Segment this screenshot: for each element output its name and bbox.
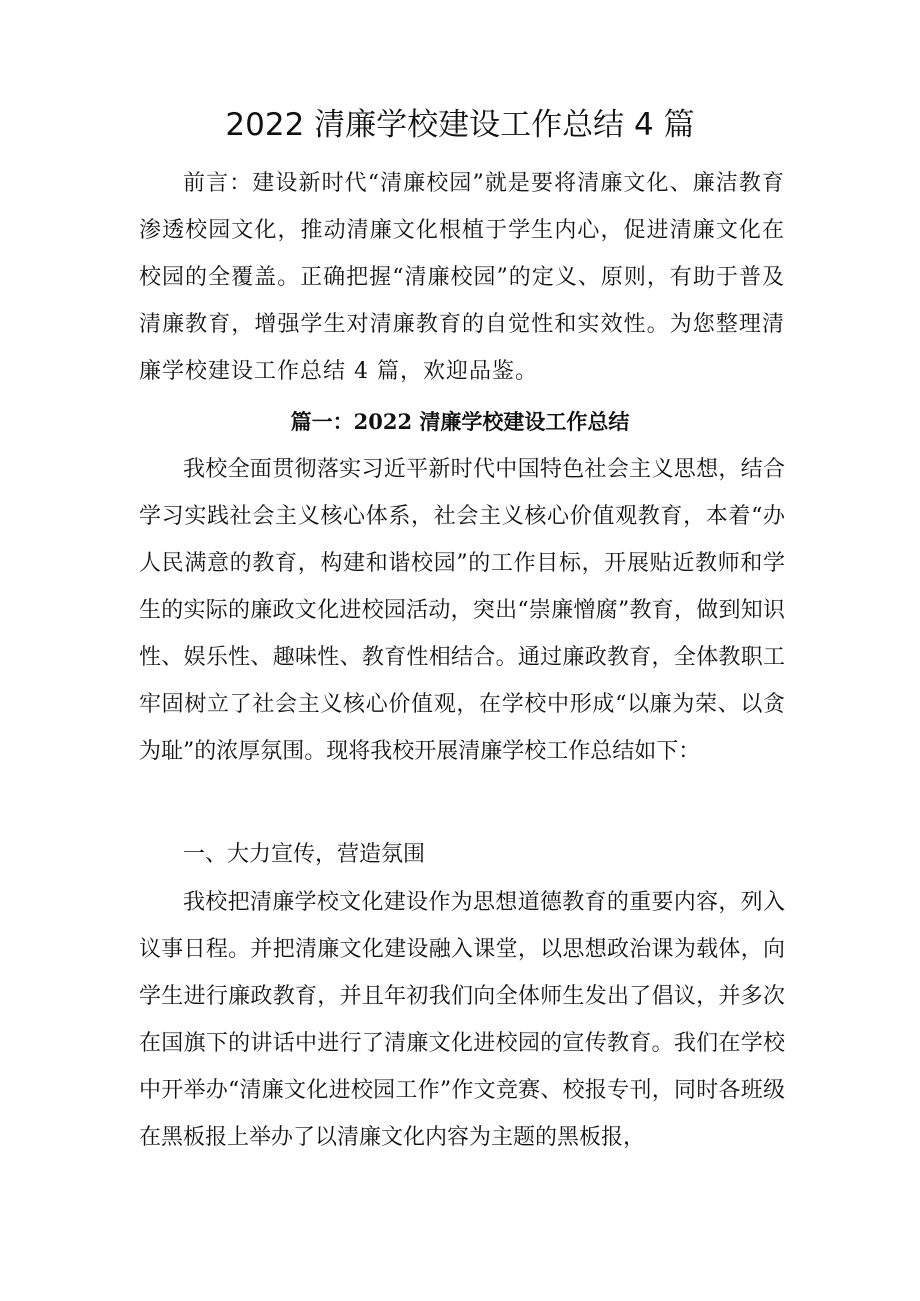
body-paragraph-1: 我校全面贯彻落实习近平新时代中国特色社会主义思想，结合学习实践社会主义核心体系，社会主义核心价值观教育，本着“办人民满意的教育，构建和谐校园”的工作目标，开展贴近教师和学生的实际的廉政文化进校园活动，突出“崇廉憎腐”教育，做到知识性、娱乐性、趣味性、教育性相结合。通过廉政教育，全体教职工牢固树立了社会主义核心价值观，在学校中形成“以廉为荣、以贪为耻”的浓厚氛围。现将我校开展清廉学校工作总结如下： — [139, 457, 785, 764]
body-paragraph-2: 我校把清廉学校文化建设作为思想道德教育的重要内容，列入议事日程。并把清廉文化建设融入课堂，以思想政治课为载体，向学生进行廉政教育，并且年初我们向全体师生发出了倡议，并多次在国旗下的讲话中进行了清廉文化进校园的宣传教育。我们在学校中开举办“清廉文化进校园工作”作文竞赛、校报专刊，同时各班级在黑板报上举办了以清廉文化内容为主题的黑板报， — [139, 890, 785, 1150]
section-heading: 篇一：2022 清廉学校建设工作总结 — [290, 409, 630, 434]
preface-paragraph: 前言：建设新时代“清廉校园”就是要将清廉文化、廉洁教育渗透校园文化，推动清廉文化根植于学生内心，促进清廉文化在校园的全覆盖。正确把握“清廉校园”的定义、原则，有助于普及清廉教育，增强学生对清廉教育的自觉性和实效性。为您整理清廉学校建设工作总结 4 篇，欢迎品鉴。 — [139, 171, 785, 384]
sub-heading-1: 一、大力宣传，营造氛围 — [183, 842, 426, 867]
document-title: 2022 清廉学校建设工作总结 4 篇 — [225, 107, 695, 143]
